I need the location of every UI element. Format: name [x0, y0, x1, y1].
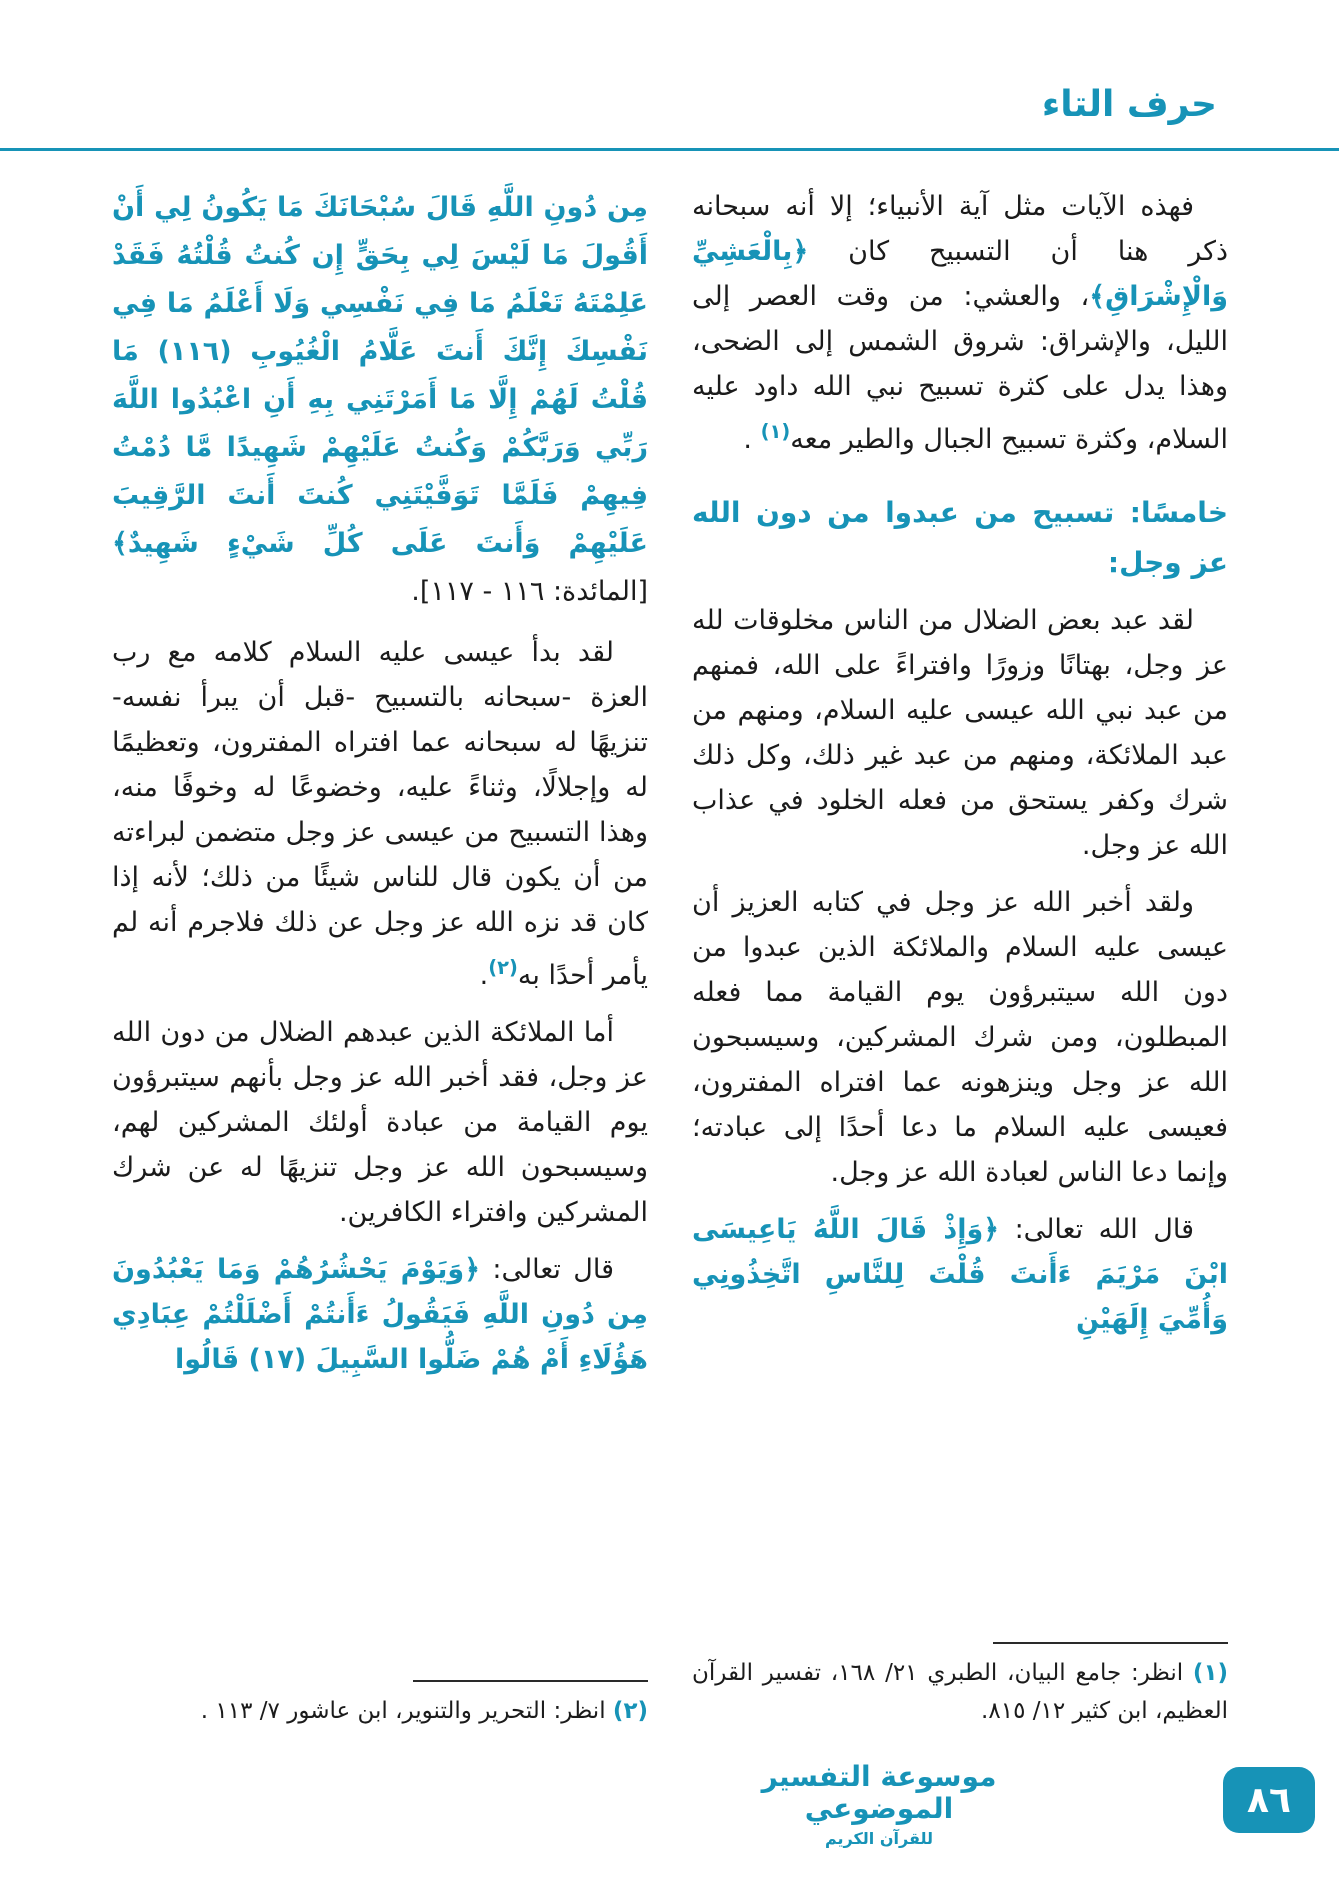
paragraph-text: .: [743, 424, 761, 455]
page-number: ٨٦: [1247, 1779, 1291, 1821]
text-columns: [112, 184, 1228, 1730]
paragraph-text: قال تعالى:: [480, 1254, 614, 1285]
paragraph: أما الملائكة الذين عبدهم الضلال من دون الله عز وجل، فقد أخبر الله عز وجل بأنهم سيتبرؤون يوم القيامة من عبادة أولئك المشركين لهم، وسيسبحون الله عز وجل تنزيهًا له عن شرك المشركين وافتراء الكافرين.: [112, 1017, 648, 1228]
paragraph-text: لقد بدأ عيسى عليه السلام كلامه مع رب العزة -سبحانه بالتسبيح -قبل أن يبرأ نفسه- تنزيهًا له سبحانه عما افتراه المفترون، وتعظيمًا له وإجلالًا، وثناءً عليه، وخضوعًا له وخوفًا منه، وهذا التسبيح من عيسى عز وجل متضمن لبراءته من أن يكون قال للناس شيئًا من ذلك؛ لأنه إذا كان قد نزه الله عز وجل عن ذلك فلاجرم أنه لم يأمر أحدًا به: [112, 637, 648, 991]
quran-verse-block: [112, 184, 648, 616]
footnote-marker: (٢): [488, 956, 518, 979]
footnote-marker: (١): [760, 420, 791, 443]
footnote-text: انظر: جامع البيان، الطبري ٢١/ ١٦٨، تفسير القرآن العظيم، ابن كثير ١٢/ ٨١٥.: [692, 1660, 1228, 1724]
footnote-number: (٢): [612, 1698, 648, 1724]
section-heading: خامسًا: تسبيح من عبدوا من دون الله عز وجل:: [692, 496, 1228, 579]
footnote: [112, 1692, 648, 1730]
left-column: [112, 184, 648, 1730]
footnote-rule: [993, 1642, 1228, 1644]
paragraph: ولقد أخبر الله عز وجل في كتابه العزيز أن عيسى عليه السلام والملائكة الذين عبدوا من دون الله سيتبرؤون يوم القيامة مما فعله المبطلون، ومن شرك المشركين، وسيسبحون الله عز وجل وينزهونه عما افتراه المفترون، فعيسى عليه السلام ما دعا أحدًا إلى عبادته؛ وإنما دعا الناس لعبادة الله عز وجل.: [692, 887, 1228, 1188]
paragraph-text: .: [479, 960, 489, 991]
verse-reference: [المائدة: ١١٦ - ١١٧].: [411, 576, 648, 607]
paragraph-text: قال الله تعالى:: [999, 1214, 1194, 1245]
paragraph-text: ، والعشي: من وقت العصر إلى الليل، والإشراق: شروق الشمس إلى الضحى، وهذا يدل على كثرة تسبيح نبي الله داود عليه السلام، وكثرة تسبيح الجبال والطير معه: [692, 281, 1228, 455]
footnote-area: [692, 1622, 1228, 1730]
footnote-number: (١): [1192, 1660, 1228, 1686]
footnote-area: [112, 1660, 648, 1730]
page-number-badge: [1223, 1767, 1315, 1833]
right-column: [692, 184, 1228, 1730]
paragraph: [692, 184, 1228, 462]
quran-verse-inline: ﴿وَيَوْمَ يَحْشُرُهُمْ وَمَا يَعْبُدُونَ مِن دُونِ اللَّهِ فَيَقُولُ ءَأَنتُمْ أَضْلَلْتُمْ عِبَادِي هَؤُلَاءِ أَمْ هُمْ ضَلُّوا السَّبِيلَ (١٧) قَالُوا: [112, 1254, 648, 1375]
quran-verse-text: مِن دُونِ اللَّهِ قَالَ سُبْحَانَكَ مَا يَكُونُ لِي أَنْ أَقُولَ مَا لَيْسَ لِي بِحَقٍّ إِن كُنتُ قُلْتُهُ فَقَدْ عَلِمْتَهُ تَعْلَمُ مَا فِي نَفْسِي وَلَا أَعْلَمُ مَا فِي نَفْسِكَ إِنَّكَ أَنتَ عَلَّامُ الْغُيُوبِ (١١٦) مَا قُلْتُ لَهُمْ إِلَّا مَا أَمَرْتَنِي بِهِ أَنِ اعْبُدُوا اللَّهَ رَبِّي وَرَبَّكُمْ وَكُنتُ عَلَيْهِمْ شَهِيدًا مَّا دُمْتُ فِيهِمْ فَلَمَّا تَوَفَّيْتَنِي كُنتَ أَنتَ الرَّقِيبَ عَلَيْهِمْ وَأَنتَ عَلَى كُلِّ شَيْءٍ شَهِيدٌ﴾: [112, 192, 648, 559]
publisher-logo: [749, 1761, 1009, 1848]
header-rule: [0, 148, 1339, 151]
footnote: [692, 1654, 1228, 1730]
footnote-text: انظر: التحرير والتنوير، ابن عاشور ٧/ ١١٣ .: [200, 1698, 613, 1724]
paragraph: [112, 630, 648, 998]
quran-verse-inline: ﴿بِالْعَشِيِّ وَالْإِشْرَاقِ﴾: [692, 236, 1228, 312]
paragraph: لقد عبد بعض الضلال من الناس مخلوقات لله عز وجل، بهتانًا وزورًا وافتراءً على الله، فمنهم من عبد نبي الله عيسى عليه السلام، ومنهم من عبد الملائكة، ومنهم من عبد غير ذلك، وكل ذلك شرك وكفر يستحق من فعله الخلود في عذاب الله عز وجل.: [692, 605, 1228, 861]
quran-verse-inline: ﴿وَإِذْ قَالَ اللَّهُ يَاعِيسَى ابْنَ مَرْيَمَ ءَأَنتَ قُلْتَ لِلنَّاسِ اتَّخِذُونِي وَأُمِّيَ إِلَهَيْنِ: [692, 1214, 1228, 1335]
paragraph: [692, 1207, 1228, 1342]
publisher-logo-subtitle: للقرآن الكريم: [824, 1828, 934, 1848]
chapter-title: حرف التاء: [1041, 84, 1217, 125]
footnote-rule: [413, 1680, 648, 1682]
paragraph-text: فهذه الآيات مثل آية الأنبياء؛ إلا أنه سبحانه ذكر هنا أن التسبيح كان: [692, 191, 1228, 267]
paragraph: [112, 1247, 648, 1382]
publisher-logo-title: موسوعة التفسير الموضوعي: [761, 1760, 997, 1826]
